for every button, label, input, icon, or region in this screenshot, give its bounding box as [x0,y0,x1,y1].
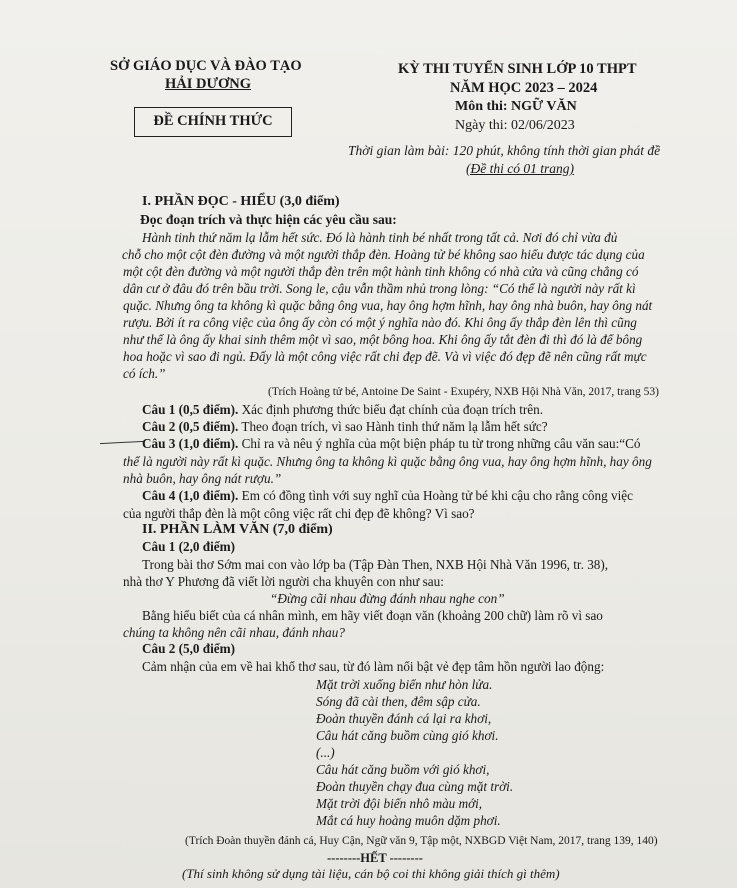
question-4-text-cont: của người thắp đèn là một công việc rất chi đẹp đẽ không? Vì sao? [123,506,475,521]
part2-title: II. PHẦN LÀM VĂN (7,0 điểm) [142,522,333,537]
exam-title: KỲ THI TUYỂN SINH LỚP 10 THPT [398,61,637,77]
footer-note: (Thí sinh không sử dụng tài liệu, cán bộ coi thi không giải thích gì thêm) [182,866,560,881]
question-3-label: Câu 3 (1,0 điểm). [142,436,239,451]
poem-line: Mặt trời đội biển nhô màu mới, [316,796,483,811]
exam-date: Ngày thi: 02/06/2023 [455,118,575,133]
passage-line: dân cư ở đâu đó trên bầu trời. Song le, cậu vẫn thầm nhủ trong lòng: “Có thể là người này rất kì [123,281,636,296]
question-1 [142,402,543,418]
essay-1-text: chúng ta không nên cãi nhau, đánh nhau? [123,625,345,640]
department-name: SỞ GIÁO DỤC VÀ ĐÀO TẠO [110,58,302,74]
passage-line: có ích.” [123,366,166,381]
subject-line: Môn thi: NGỮ VĂN [455,99,577,114]
pen-stroke [100,441,144,444]
essay-1-label: Câu 1 (2,0 điểm) [142,539,236,554]
province-name: HẢI DƯƠNG [165,76,252,92]
part1-title: I. PHẦN ĐỌC - HIỂU (3,0 điểm) [142,194,340,209]
question-2-label: Câu 2 (0,5 điểm). [142,419,239,434]
essay-1-text: Bằng hiểu biết của cá nhân mình, em hãy viết đoạn văn (khoảng 200 chữ) làm rõ vì sao [142,608,603,623]
question-4-label: Câu 4 (1,0 điểm). [142,488,239,503]
question-1-text: Xác định phương thức biểu đạt chính của đoạn trích trên. [241,402,544,417]
poem-line: (...) [316,745,335,760]
poem-line: Đoàn thuyền đánh cá lại ra khơi, [316,711,492,726]
poem-line: Mặt trời xuống biển như hòn lửa. [316,677,493,692]
poem-line: Câu hát căng buồm cùng gió khơi. [316,728,499,743]
question-4 [142,488,633,504]
question-4-text: Em có đồng tình với suy nghĩ của Hoàng tử bé khi cậu cho rằng công việc [241,488,633,503]
passage-line: quặc. Nhưng ông ta không kì quặc bằng ông vua, hay ông hợm hĩnh, hay ông nhà buôn, hay ông nát [123,298,653,313]
passage-line: Hành tinh thứ năm lạ lẫm hết sức. Đó là hành tinh bé nhất trong tất cả. Nơi đó chỉ vừa đủ [142,230,618,245]
question-3-quote: nhà buôn, hay ông nát rượu.” [123,471,282,486]
question-3-quote: thể là người này rất kì quặc. Nhưng ông ta không kì quặc bằng ông vua, hay ông hợm hĩnh, hay ông [123,454,652,469]
passage-line: chỗ cho một cột đèn đường và một người thắp đèn. Hoàng tử bé không sao hiểu được tác dụng của [122,247,645,262]
essay-1-text: nhà thơ Y Phương đã viết lời người cha khuyên con như sau: [123,574,444,589]
passage-line: rượu. Bởi ít ra công việc của ông ấy còn có một ý nghĩa nào đó. Khi ông ấy thắp đèn lên thì cũng [123,315,637,330]
question-2 [142,419,548,435]
passage-line: như thể là ông ấy khai sinh thêm một vì sao, một bông hoa. Khi ông ấy tắt đèn đi thì đó là để bông [123,332,643,347]
poem-line: Mắt cá huy hoàng muôn dặm phơi. [316,813,501,828]
question-3 [142,436,640,452]
poem-line: Câu hát căng buồm với gió khơi, [316,762,490,777]
part1-instruction: Đọc đoạn trích và thực hiện các yêu cầu sau: [140,212,397,227]
poem-line: Đoàn thuyền chạy đua cùng mặt trời. [316,779,514,794]
passage-line: một cột đèn đường và một người thắp đèn trên một hành tinh không có nhà cửa và cũng chẳng có [123,264,639,279]
official-badge: ĐỀ CHÍNH THỨC [134,107,292,137]
page-count: (Đề thi có 01 trang) [466,161,574,176]
time-allowed: Thời gian làm bài: 120 phút, không tính thời gian phát đề [348,143,661,158]
essay-2-label: Câu 2 (5,0 điểm) [142,641,236,656]
essay-1-text: Trong bài thơ Sớm mai con vào lớp ba (Tập Đàn Then, NXB Hội Nhà Văn 1996, tr. 38), [142,557,609,572]
school-year: NĂM HỌC 2023 – 2024 [450,80,598,96]
poem-source: (Trích Đoàn thuyền đánh cá, Huy Cận, Ngữ văn 9, Tập một, NXBGD Việt Nam, 2017, trang 139, 140) [185,835,658,847]
essay-1-quote: “Đừng cãi nhau đừng đánh nhau nghe con” [270,591,505,606]
passage-source: (Trích Hoàng tử bé, Antoine De Saint - Exupéry, NXB Hội Nhà Văn, 2017, trang 53) [268,386,659,398]
passage-line: hoa hoặc vì sao đi ngủ. Đấy là một công việc rất chi đẹp đẽ. Và vì việc đó đẹp đẽ nên cũng rất mực [123,349,647,364]
question-1-label: Câu 1 (0,5 điểm). [142,402,239,417]
question-3-text: Chỉ ra và nêu ý nghĩa của một biện pháp tu từ trong những câu văn sau:“Có [241,436,641,451]
essay-2-text: Cảm nhận của em về hai khổ thơ sau, từ đó làm nổi bật vẻ đẹp tâm hồn người lao động: [142,659,605,674]
question-2-text: Theo đoạn trích, vì sao Hành tinh thứ năm lạ lẫm hết sức? [241,419,548,434]
end-marker: --------HẾT -------- [327,851,423,865]
poem-line: Sóng đã cài then, đêm sập cửa. [316,694,481,709]
